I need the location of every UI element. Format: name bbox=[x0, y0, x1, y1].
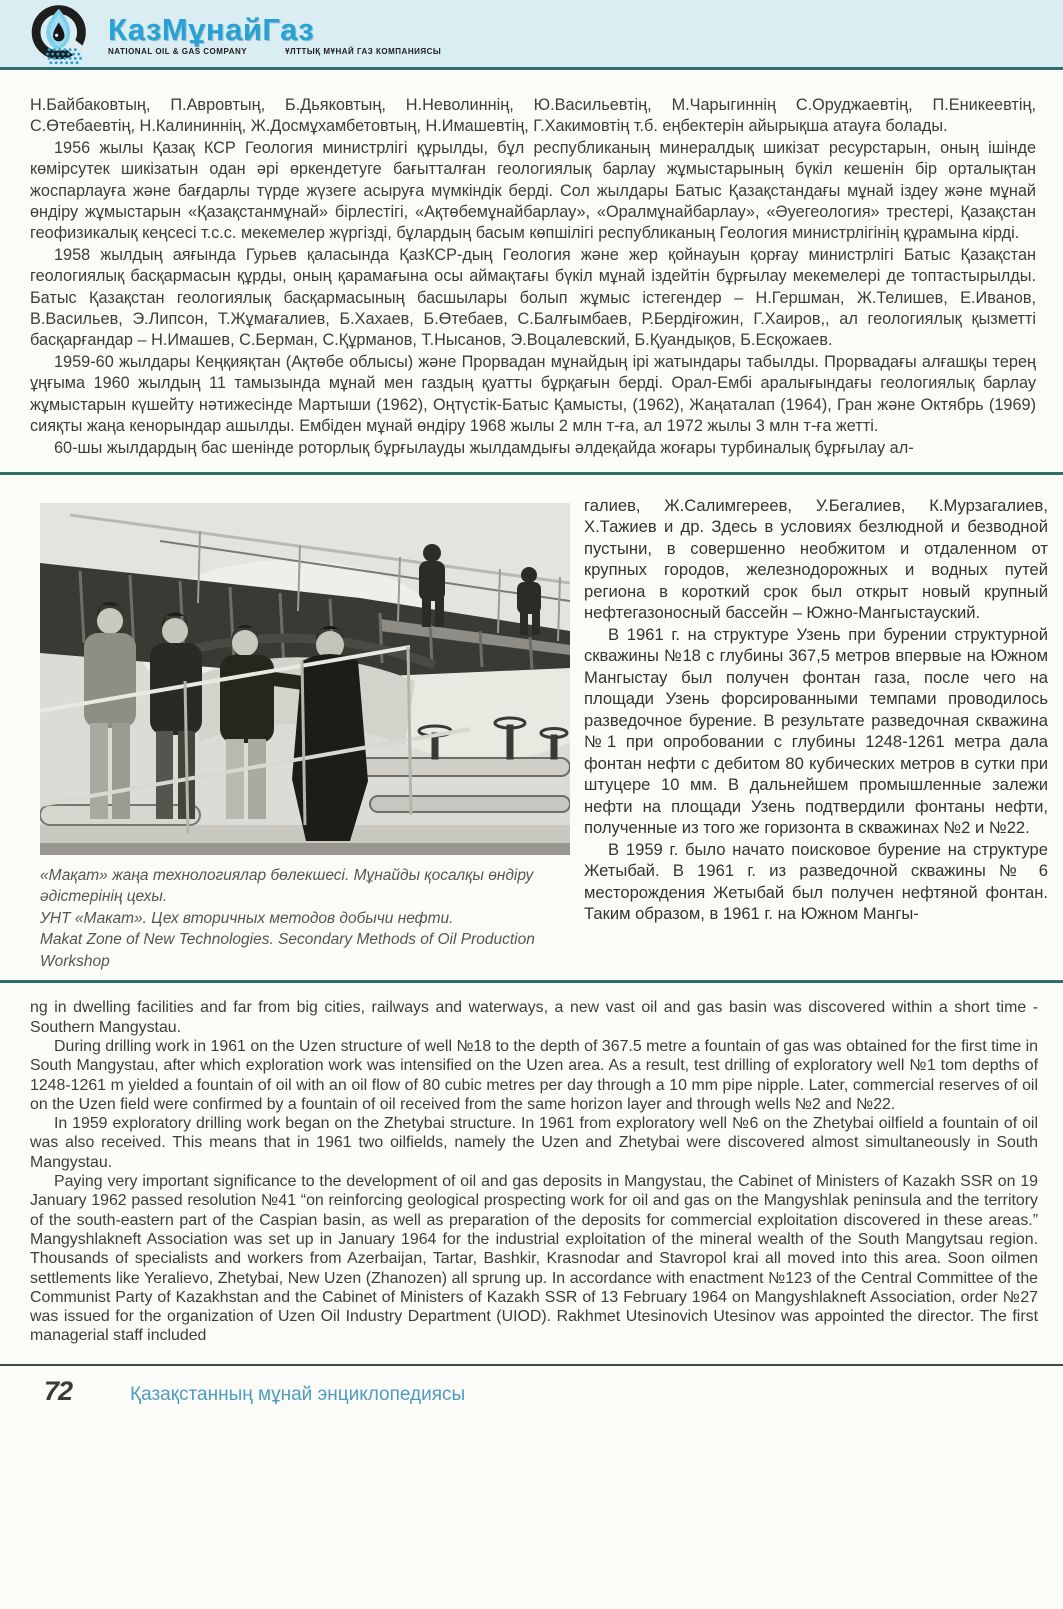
logo-brand-text: КазМұнайГаз bbox=[108, 12, 315, 47]
logo-subtitles bbox=[108, 47, 441, 56]
russian-paragraph: галиев, Ж.Салимгереев, У.Бегалиев, К.Мурзагалиев, Х.Тажиев и др. Здесь в условиях безлюдной и безводной пустыни, в совершенно необжитом и отдаленном от крупных городов, железнодорожных и водных путей региона в короткий срок был открыт новый крупный нефтегазоносный бассейн – Южно-Мангыстауский. bbox=[584, 495, 1048, 623]
photo-caption-english: Makat Zone of New Technologies. Secondary Methods of Oil Production Workshop bbox=[40, 931, 535, 970]
logo-subtitle-en: NATIONAL OIL & GAS COMPANY bbox=[108, 47, 248, 56]
kazakh-paragraph: Н.Байбаковтың, П.Авровтың, Б.Дьяковтың, Н.Неволиннің, Ю.Васильевтің, М.Чарыгиннің С.Оруджаевтің, П.Еникеевтің, С.Өтебаевтің, Н.Калининнің, Ж.Досмұхамбетовтың, Н.Имашевтің, Г.Хакимовтің т.б. еңбектерін айырықша атауға болады. bbox=[30, 96, 1036, 136]
kazakh-text-section bbox=[0, 70, 1063, 472]
kazakh-paragraph: 60-шы жылдардың бас шенінде роторлық бұрғылауды жылдамдығы әлдеқайда жоғары турбиналық бұрғылау ал- bbox=[54, 438, 914, 457]
kazakh-paragraph: 1959-60 жылдары Кеңқияқтан (Ақтөбе облысы) және Прорвадан мұнайдың ірі жатындары табылды. Прорвадағы алғашқы терең ұңғыма 1960 жылдың 11 тамызында мұнай мен газдың қуатты бұрқағын берді. Орал-Ембі аралығындағы геологиялық барлау жұмыстарын күшейту нәтижесінде Мартыши (1962), Оңтүстік-Батыс Қамысты, (1962), Жаңаталап (1964), Гран және Октябрь (1969) сияқты жаңа кенорындар ашылды. Ембіден мұнай өндіру 1968 жылы 2 млн т-ға, ал 1972 жылы 3 млн т-ға жетті. bbox=[30, 352, 1036, 436]
logo-text-block bbox=[108, 12, 442, 56]
photo-caption-russian: УНТ «Макат». Цех вторичных методов добычи нефти. bbox=[40, 909, 454, 927]
kazakh-paragraph: 1956 жылы Қазақ КСР Геология министрлігі құрылды, бұл республиканың минералдық шикізат ресурстарын, оның ішінде көмірсутек шикізатын одан әрі өркендетуге бағытталған геологиялық барлау жұмыстарының бүкіл кешенін бір орталықтан жоспарлауға және бағдарлы түрде жүзеге асыруға мүмкіндік берді. Сол жылдары Батыс Қазақстандағы мұнай іздеу және мұнай өндіру жұмыстарын «Қазақстанмұнай» бірлестігі, «Ақтөбемұнайбарлау», «Оралмұнайбарлау», «Әуегеология» трестері, Қазақстан геофизикалық кеңсесі т.с.с. мекемелер жүргізді, бұлардың басым көпшілігі республиканың Геология министрлігінің құрамына кірді. bbox=[30, 138, 1036, 243]
russian-text-column bbox=[584, 495, 1048, 973]
english-paragraph: During drilling work in 1961 on the Uzen structure of well №18 to the depth of 367.5 metre a fountain of gas was obtained for the first time in South Mangystau, after which exploration work was intensified on the Uzen area. As a result, test drilling of exploratory well №1 tom depths of 1248-1261 m yielded a fountain of oil with an oil flow of 80 cubic metres per day through a 10 mm pipe nipple. Later, commercial reserves of oil on the Uzen field were confirmed by a fountain of oil received from the same horizon layer and through wells №2 and №22. bbox=[30, 1038, 1038, 1113]
kazmunaygas-logo bbox=[30, 3, 441, 65]
kazmunaygas-flame-icon bbox=[30, 3, 98, 65]
english-paragraph: In 1959 exploratory drilling work began on the Zhetybai structure. In 1961 from exploratory well №6 on the Zhetybai oilfield a fountain of oil was also received. This means that in 1961 two oilfields, namely the Uzen and Zhetybai were discovered almost simultaneously in South Mangystau. bbox=[30, 1115, 1038, 1171]
page-body bbox=[0, 70, 1063, 1360]
photo-figure bbox=[40, 495, 572, 973]
page-footer bbox=[0, 1364, 1063, 1437]
english-paragraph: Paying very important significance to the development of oil and gas deposits in Mangystau, the Cabinet of Ministers of Kazakh SSR on 19 January 1962 passed resolution №41 “on reinforcing geological prospecting work for oil and gas on the Mangyshlak peninsula and the territory of the south-eastern part of the Caspian basin, as well as preparation of the deposits for commercial exploitation discovered in these areas.” Mangyshlakneft Association was set up in January 1964 for the industrial exploitation of the mineral wealth of the South Mangytsau region. Thousands of specialists and workers from Azerbaijan, Tartar, Bashkir, Krasnodar and Stavropol krai all moved into this area. Soon oilmen settlements like Yeralievo, Zhetybai, New Uzen (Zhanozen) all sprung up. In accordance with enactment №123 of the Central Committee of the Communist Party of Kazakhstan and the Cabinet of Ministers of Kazakh SSR of 13 February 1964 on Mangyshlakneft Association, order №27 was issued for the organization of Uzen Oil Industry Department (UIOD). Rakhmet Utesinovich Utesinov was appointed the director. The first managerial staff included bbox=[30, 1173, 1038, 1345]
photo-and-russian-section bbox=[0, 475, 1063, 981]
photo-caption-kazakh: «Мақат» жаңа технологиялар бөлекшесі. Мұнайды қосалқы өндіру әдістерінің цехы. bbox=[40, 866, 534, 906]
page-header bbox=[0, 0, 1063, 70]
photo-caption bbox=[40, 865, 572, 973]
page-number: 72 bbox=[44, 1375, 73, 1406]
russian-paragraph: В 1959 г. было начато поисковое бурение на структуре Жетыбай. В 1961 г. из разведочной скважины № 6 месторождения Жетыбай был получен нефтяной фонтан. Таким образом, в 1961 г. на Южном Мангы- bbox=[584, 839, 1048, 924]
kazakh-paragraph: 1958 жылдың аяғында Гурьев қаласында ҚазКСР-дың Геология және жер қойнауын қорғау министрлігі Батыс Қазақстан геологиялық басқармасын құрды, оның қарамағына осы аймақтағы бүкіл мұнай іздейтін бұрғылау мекемелері де топтастырылды. Батыс Қазақстан геологиялық басқармасының басшылары болып жұмыс істегендер – Н.Гершман, Ж.Телишев, Е.Иванов, В.Васильев, Э.Липсон, Т.Жұмағалиев, Б.Хахаев, Б.Өтебаев, С.Балғымбаев, Р.Бердіғожин, Г.Хаиров,, ал геологиялық қызметті басқарғандар – Н.Имашев, С.Берман, С.Құрманов, Т.Нысанов, Э.Воцалевский, Б.Қуандықов, Б.Есқожаев. bbox=[30, 245, 1036, 350]
book-title: Қазақстанның мұнай энциклопедиясы bbox=[130, 1383, 466, 1405]
makat-workshop-photo bbox=[40, 503, 570, 855]
russian-paragraph: В 1961 г. на структуре Узень при бурении структурной скважины №18 с глубины 367,5 метров впервые на Южном Мангыстау был получен фонтан газа, после чего на площади Узень форсированными темпами проводилось разведочное бурение. В результате разведочная скважина №1 при опробовании с глубины 1248-1261 метра дала фонтан нефти с дебитом 80 кубических метров в сутки при штуцере 10 мм. В дальнейшем промышленные залежи нефти на площади Узень подтвердили фонтаны нефти, полученные из того же горизонта в скважинах №2 и №22. bbox=[584, 624, 1048, 838]
english-paragraph: ng in dwelling facilities and far from big cities, railways and waterways, a new vast oil and gas basin was discovered within a short time - Southern Mangystau. bbox=[30, 999, 1038, 1036]
logo-subtitle-kk: ҰЛТТЫҚ МҰНАЙ ГАЗ КОМПАНИЯСЫ bbox=[285, 47, 442, 56]
english-text-section bbox=[0, 983, 1063, 1359]
